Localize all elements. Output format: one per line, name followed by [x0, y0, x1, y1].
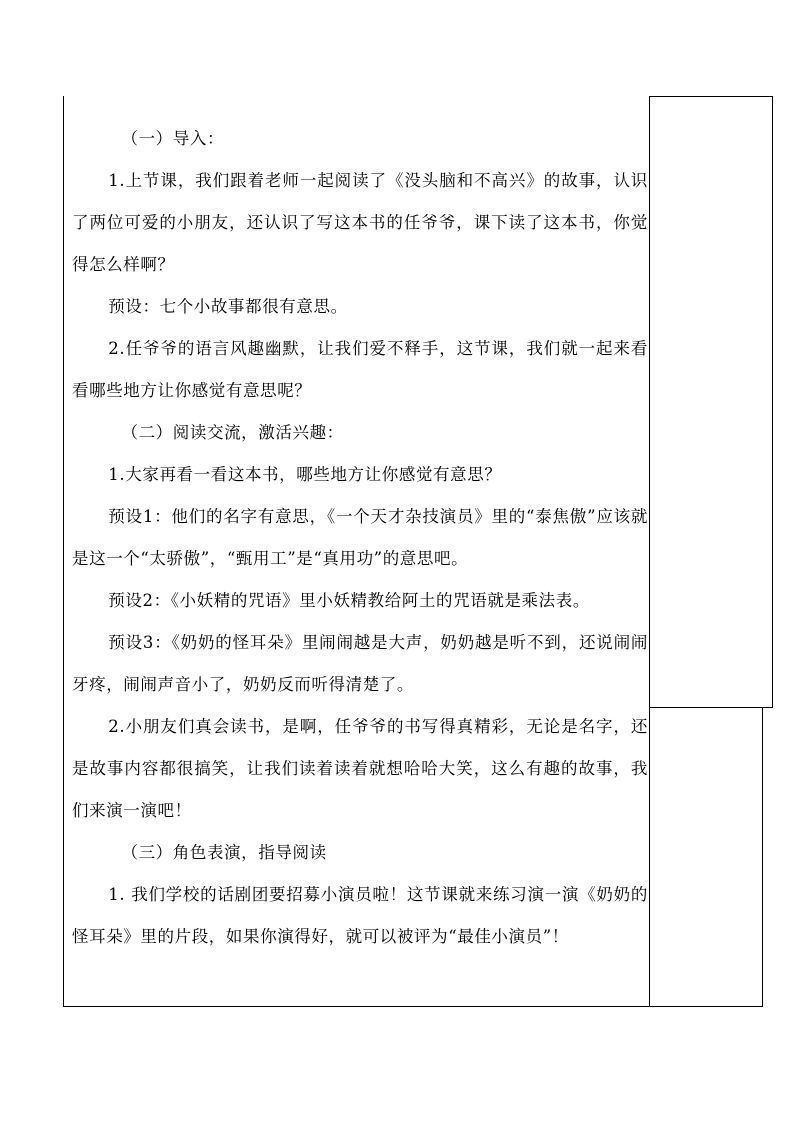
- paragraph: 1. 我们学校的话剧团要招募小演员啦！这节课就来练习演一演《奶奶的怪耳朵》里的片段，如果你演得好，就可以被评为“最佳小演员”！: [72, 885, 648, 946]
- preset-answer: 预设2：《小妖精的咒语》里小妖精教给阿土的咒语就是乘法表。: [108, 591, 590, 610]
- table-right-border: [762, 707, 763, 1007]
- preset-answer: 预设3：《奶奶的怪耳朵》里闹闹越是大声，奶奶越是听不到，还说闹闹牙疼，闹闹声音小了，奶奶反而听得清楚了。: [72, 633, 648, 694]
- preset-answer: 预设：七个小故事都很有意思。: [108, 297, 348, 316]
- section-heading-reading: （二）阅读交流，激活兴趣：: [121, 423, 344, 442]
- paragraph: 2.小朋友们真会读书，是啊，任爷爷的书写得真精彩，无论是名字，还是故事内容都很搞笑，让我们读着读着就想哈哈大笑，这么有趣的故事，我们来演一演吧！: [72, 717, 648, 820]
- preset-answer: 预设1：他们的名字有意思，《一个天才杂技演员》里的“泰焦傲”应该就是这一个“太骄傲”，“甄用工”是“真用功”的意思吧。: [72, 507, 648, 568]
- lesson-content: [72, 118, 648, 958]
- paragraph: 2.任爷爷的语言风趣幽默，让我们爱不释手，这节课，我们就一起来看看哪些地方让你感觉有意思呢？: [72, 339, 648, 400]
- section-heading-intro: （一）导入：: [121, 129, 225, 148]
- table-bottom-border: [63, 1006, 763, 1007]
- paragraph: 1.大家再看一看这本书，哪些地方让你感觉有意思？: [108, 465, 502, 484]
- side-box-top-border: [649, 96, 773, 97]
- side-box-bottom-border: [649, 707, 773, 708]
- table-left-border: [63, 96, 64, 1007]
- section-heading-role-play: （三）角色表演，指导阅读: [121, 843, 327, 862]
- paragraph: 1.上节课，我们跟着老师一起阅读了《没头脑和不高兴》的故事，认识了两位可爱的小朋友，还认识了写这本书的任爷爷，课下读了这本书，你觉得怎么样啊？: [72, 171, 648, 274]
- side-box-right-border: [772, 96, 773, 708]
- table-column-divider: [649, 96, 650, 1007]
